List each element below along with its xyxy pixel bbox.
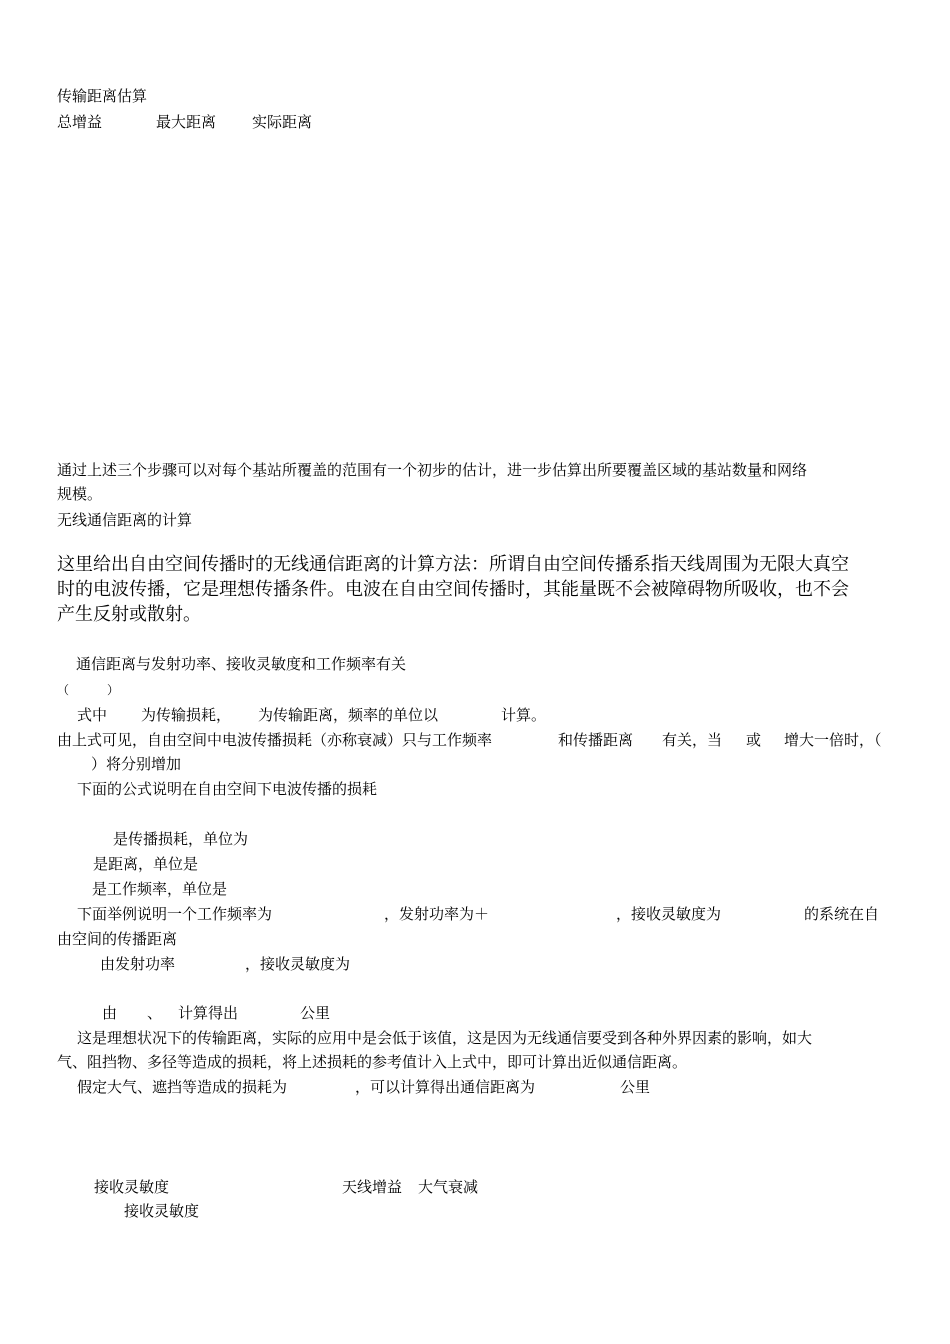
loss-note-f: ）将分别增加 [91,755,182,773]
calc-a: 由 [102,1004,118,1022]
assume-b: ，可以计算得出通信距离为 [355,1078,536,1096]
intro-line-1: 这里给出自由空间传播时的无线通信距离的计算方法：所谓自由空间传播系指天线周围为无限大真空 [57,554,849,575]
summary-line-1: 通过上述三个步骤可以对每个基站所覆盖的范围有一个初步的估计，进一步估算出所要覆盖区域的基站数量和网络 [57,461,808,479]
heading-wireless-distance: 无线通信距离的计算 [57,511,193,529]
calc-b: 、 [147,1004,163,1022]
example-a: 下面举例说明一个工作频率为 [77,905,273,923]
formula-note-a: 式中 [77,706,108,724]
ideal-line-2: 气、阻挡物、多径等造成的损耗，将上述损耗的参考值计入上式中，即可计算出近似通信距离。 [57,1053,688,1071]
def-frequency: 是工作频率，单位是 [92,880,228,898]
ideal-line-1: 这是理想状况下的传输距离，实际的应用中是会低于该值，这是因为无线通信要受到各种外界因素的影响，如大 [77,1029,813,1047]
def-distance: 是距离，单位是 [93,855,199,873]
formula-note-d: 计算。 [501,706,547,724]
heading-transmission-estimate: 传输距离估算 [57,87,148,105]
summary-line-2: 规模。 [57,485,103,503]
loss-note-a: 由上式可见，自由空间中电波传播损耗（亦称衰减）只与工作频率 [57,731,493,749]
col-total-gain: 总增益 [57,113,103,131]
calc-d: 公里 [300,1004,331,1022]
assume-a: 假定大气、遮挡等造成的损耗为 [77,1078,288,1096]
bottom-sensitivity-2: 接收灵敏度 [124,1202,200,1220]
bottom-sensitivity-1: 接收灵敏度 [94,1178,170,1196]
intro-line-3: 产生反射或散射。 [57,604,201,625]
loss-note-b: 和传播距离 [558,731,634,749]
formula-note-b: 为传输损耗， [141,706,232,724]
loss-note-e: 增大一倍时，（ [784,731,882,749]
def-loss: 是传播损耗，单位为 [113,830,249,848]
formula-intro-line: 下面的公式说明在自由空间下电波传播的损耗 [77,780,378,798]
formula-paren-close: ） [107,683,120,697]
given-a: 由发射功率 [100,955,176,973]
given-b: ，接收灵敏度为 [245,955,351,973]
example-d: 的系统在自 [804,905,880,923]
assume-c: 公里 [620,1078,651,1096]
related-factors-line: 通信距离与发射功率、接收灵敏度和工作频率有关 [76,655,407,673]
formula-paren-open: （ [57,683,70,697]
bottom-atmos-atten: 大气衰减 [418,1178,479,1196]
example-e: 由空间的传播距离 [57,930,178,948]
col-actual-distance: 实际距离 [252,113,313,131]
col-max-distance: 最大距离 [156,113,217,131]
example-b: ，发射功率为＋ [384,905,490,923]
formula-note-c: 为传输距离，频率的单位以 [258,706,439,724]
calc-c: 计算得出 [178,1004,239,1022]
loss-note-c: 有关，当 [662,731,723,749]
intro-line-2: 时的电波传播，它是理想传播条件。电波在自由空间传播时，其能量既不会被障碍物所吸收，也不会 [57,579,849,600]
bottom-antenna-gain: 天线增益 [342,1178,403,1196]
loss-note-d: 或 [746,731,762,749]
example-c: ，接收灵敏度为 [616,905,722,923]
